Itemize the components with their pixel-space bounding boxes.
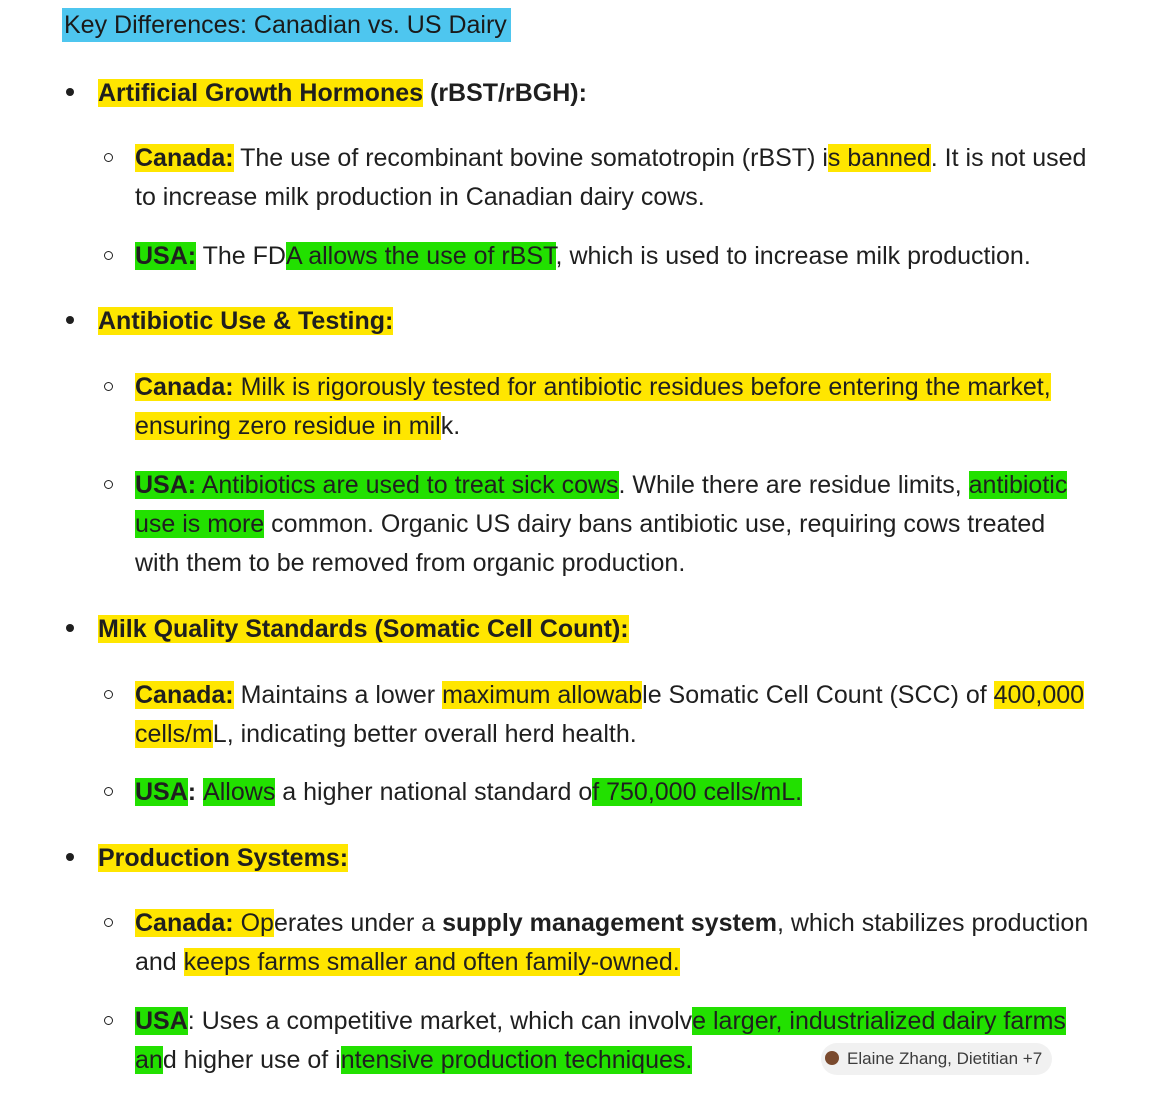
list-item-canada-hormones: Canada: The use of recombinant bovine somatotropin (rBST) is banned. It is not used to increase milk production in Canadian dairy cows. (104, 139, 1094, 217)
label-canada: Canada: (135, 373, 234, 401)
section-heading-antibiotics (66, 305, 393, 337)
list-item-usa-antibiotics: USA: Antibiotics are used to treat sick cows. While there are residue limits, antibiotic use is more common. Organic US dairy bans antibiotic use, requiring cows treated with them to be removed from organic production. (104, 466, 1094, 583)
circle-bullet-icon (104, 480, 113, 489)
label-usa: USA: (135, 471, 197, 499)
bullet-icon (66, 853, 74, 861)
section-heading-production (66, 842, 348, 874)
label-usa: USA (135, 1007, 188, 1035)
avatar-icon (825, 1051, 839, 1065)
list-item-usa-scc: USA: Allows a higher national standard of 750,000 cells/mL. (104, 773, 1094, 812)
heading-highlight: Antibiotic Use & Testing: (98, 307, 394, 335)
collaborator-names: Elaine Zhang, Dietitian +7 (847, 1049, 1043, 1068)
circle-bullet-icon (104, 153, 113, 162)
list-item-usa-production: USA: Uses a competitive market, which can involve larger, industrialized dairy farms and higher use of intensive production techniques. (104, 1002, 1094, 1080)
bullet-icon (66, 624, 74, 632)
doc-title: Key Differences: Canadian vs. US Dairy (62, 8, 511, 42)
heading-rest: (rBST/rBGH): (423, 79, 587, 107)
bullet-icon (66, 316, 74, 324)
bullet-icon (66, 88, 74, 96)
circle-bullet-icon (104, 251, 113, 260)
list-item-canada-production: Canada: Operates under a supply management system, which stabilizes production and keeps farms smaller and often family-owned. (104, 904, 1094, 982)
circle-bullet-icon (104, 787, 113, 796)
list-item-usa-hormones: USA: The FDA allows the use of rBST, which is used to increase milk production. (104, 237, 1094, 276)
list-item-canada-antibiotics: Canada: Milk is rigorously tested for antibiotic residues before entering the market, ensuring zero residue in milk. (104, 368, 1094, 446)
circle-bullet-icon (104, 1016, 113, 1025)
label-usa: USA: (135, 242, 197, 270)
label-usa: USA (135, 778, 188, 806)
collaborator-chip[interactable] (821, 1043, 1052, 1075)
heading-highlight: Artificial Growth Hormones (98, 79, 424, 107)
label-canada: Canada: (135, 909, 234, 937)
heading-highlight: Production Systems: (98, 844, 349, 872)
list-item-canada-scc: Canada: Maintains a lower maximum allowable Somatic Cell Count (SCC) of 400,000 cells/mL, indicating better overall herd health. (104, 676, 1094, 754)
heading-highlight: Milk Quality Standards (Somatic Cell Count): (98, 615, 629, 643)
section-heading-milk-quality (66, 613, 629, 645)
circle-bullet-icon (104, 918, 113, 927)
label-canada: Canada: (135, 681, 234, 709)
circle-bullet-icon (104, 382, 113, 391)
circle-bullet-icon (104, 690, 113, 699)
label-canada: Canada: (135, 144, 234, 172)
section-heading-hormones (66, 77, 587, 109)
